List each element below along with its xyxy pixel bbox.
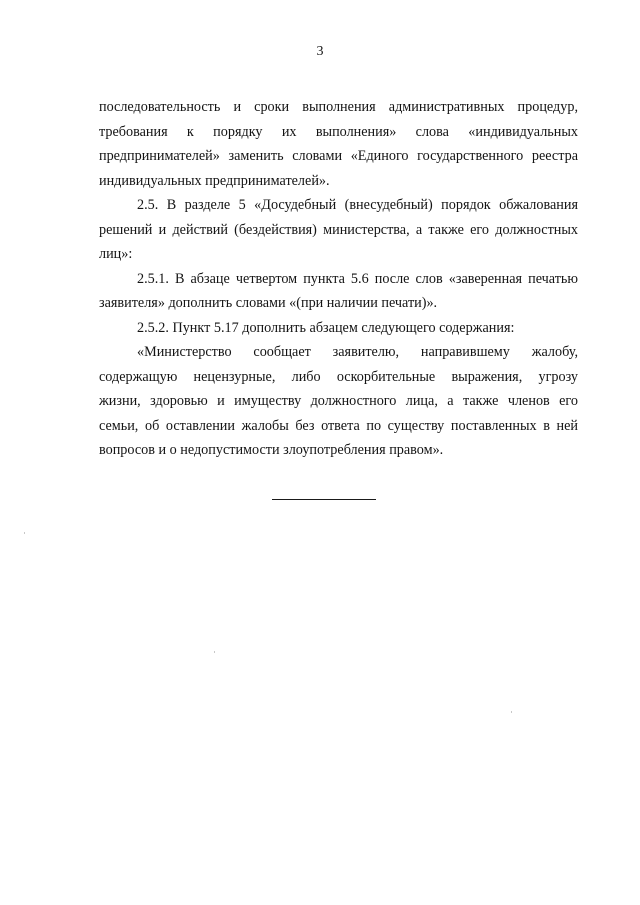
paragraph-section-2-5-2 <box>99 316 578 341</box>
paragraph-section-2-5-1 <box>99 267 578 316</box>
paragraph-line: вопросов и о недопустимости злоупотребления правом». <box>99 442 444 458</box>
paragraph-line: семьи, об оставлении жалобы без ответа по существу поставленных в ней <box>99 417 578 434</box>
scan-artifact <box>24 532 25 534</box>
paragraph-line: предпринимателей» заменить словами «Единого государственного реестра <box>99 148 578 164</box>
scan-artifact <box>214 651 215 653</box>
paragraph-line: лиц»: <box>99 246 133 262</box>
paragraph-line: жизни, здоровью и имуществу должностного лица, а также членов его <box>99 393 578 409</box>
paragraph-line: индивидуальных предпринимателей». <box>99 172 330 189</box>
scan-artifact <box>511 711 512 713</box>
page-number: 3 <box>316 44 324 59</box>
paragraph-line: заявителя» дополнить словами «(при наличии печати)». <box>99 295 438 311</box>
paragraph-line: 2.5.1. В абзаце четвертом пункта 5.6 после слов «заверенная печатью <box>137 270 578 287</box>
paragraph-amend-entrepreneurs <box>99 95 578 193</box>
paragraph-section-2-5 <box>99 193 578 267</box>
paragraph-quoted-amendment <box>99 340 578 463</box>
paragraph-line: требования к порядку их выполнения» слова «индивидуальных <box>99 123 578 140</box>
end-separator-line <box>272 499 376 500</box>
paragraph-line: решений и действий (бездействия) министерства, а также его должностных <box>99 221 578 238</box>
paragraph-line: 2.5.2. Пункт 5.17 дополнить абзацем следующего содержания: <box>137 319 515 336</box>
document-body <box>99 95 578 463</box>
paragraph-line: последовательность и сроки выполнения административных процедур, <box>99 99 578 115</box>
paragraph-line: 2.5. В разделе 5 «Досудебный (внесудебный) порядок обжалования <box>137 197 578 213</box>
paragraph-line: «Министерство сообщает заявителю, направившему жалобу, <box>137 344 578 360</box>
paragraph-line: содержащую нецензурные, либо оскорбительные выражения, угрозу <box>99 368 578 385</box>
